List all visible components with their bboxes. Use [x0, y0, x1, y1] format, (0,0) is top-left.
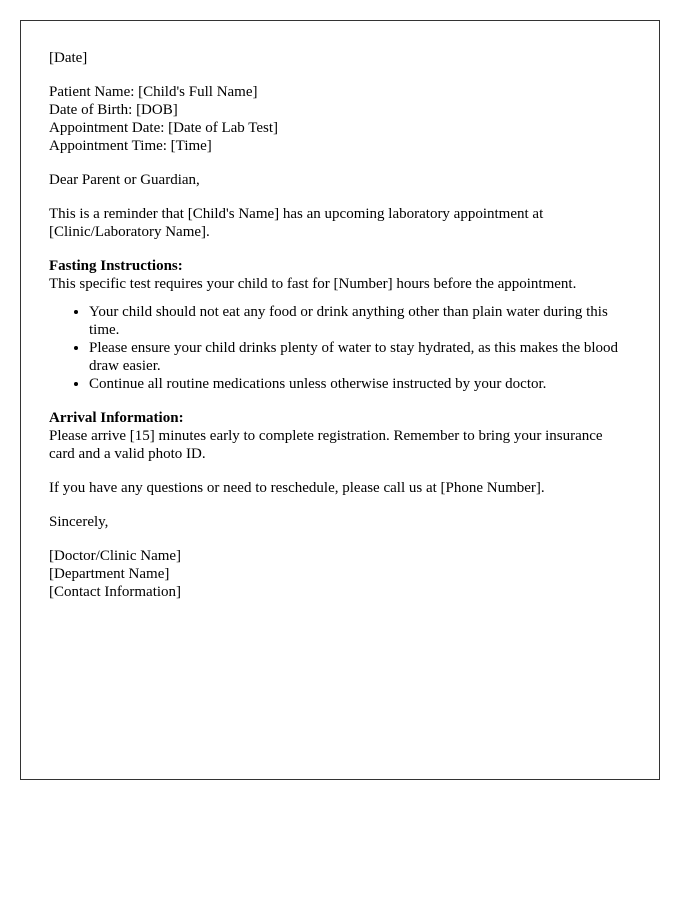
letter-date: [Date] [49, 50, 88, 66]
fasting-list-item: • Please ensure your child drinks plenty of water to stay hydrated, as this makes the blood draw easier. [89, 339, 629, 375]
appointment-time-line: Appointment Time: [Time] [49, 138, 212, 154]
patient-info-block [49, 83, 629, 155]
date-of-birth-line: Date of Birth: [DOB] [49, 102, 178, 118]
fasting-list-item: • Your child should not eat any food or drink anything other than plain water during this time. [89, 303, 629, 339]
closing: Sincerely, [49, 514, 109, 530]
signature-doctor-clinic: [Doctor/Clinic Name] [49, 548, 182, 564]
arrival-section [49, 409, 629, 463]
letter-content [49, 49, 629, 617]
letter-page [20, 20, 660, 780]
signature-block [49, 547, 629, 601]
fasting-text: This specific test requires your child to fast for [Number] hours before the appointment. [49, 276, 577, 292]
arrival-text: Please arrive [15] minutes early to complete registration. Remember to bring your insurance card and a valid photo ID. [49, 428, 603, 462]
intro-paragraph: This is a reminder that [Child's Name] has an upcoming laboratory appointment at [Clinic/Laboratory Name]. [49, 206, 544, 240]
fasting-heading: Fasting Instructions: [49, 258, 183, 274]
patient-name-line: Patient Name: [Child's Full Name] [49, 84, 258, 100]
fasting-list-item: • Continue all routine medications unless otherwise instructed by your doctor. [89, 375, 629, 393]
appointment-date-line: Appointment Date: [Date of Lab Test] [49, 120, 279, 136]
fasting-section [49, 257, 629, 393]
fasting-list [49, 303, 629, 393]
arrival-heading: Arrival Information: [49, 410, 184, 426]
greeting: Dear Parent or Guardian, [49, 172, 200, 188]
questions-paragraph: If you have any questions or need to reschedule, please call us at [Phone Number]. [49, 480, 545, 496]
signature-department: [Department Name] [49, 566, 170, 582]
signature-contact: [Contact Information] [49, 584, 182, 600]
